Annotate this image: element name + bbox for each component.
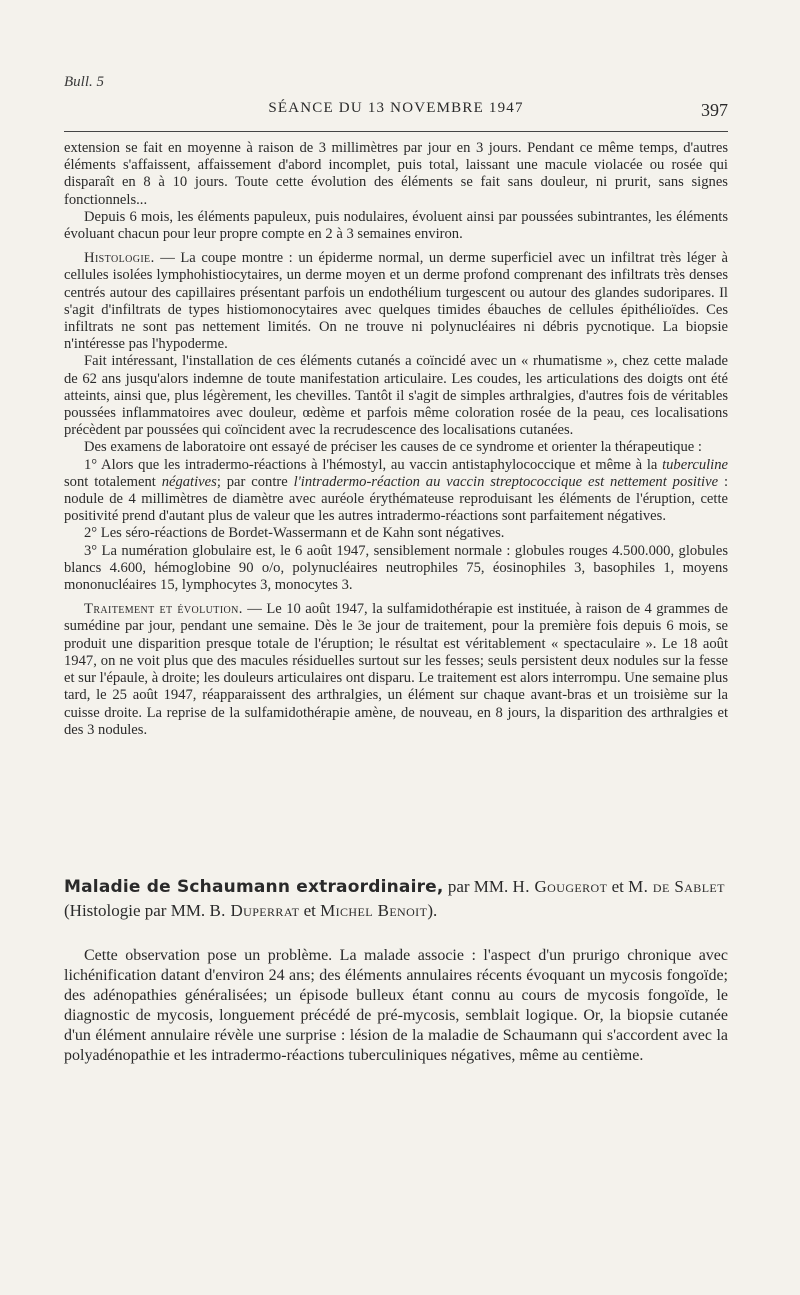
paragraph-text: sont totalement — [64, 473, 162, 490]
article-body — [64, 140, 728, 739]
paragraph: Fait intéressant, l'installation de ces éléments cutanés a coïncidé avec un « rhumatisme », chez cette malade de 62 ans jusqu'alors indemne de toute manifestation articulaire. Les coudes, les articulations des doigts ont été atteints, ainsi que, plus légèrement, les chevilles. Tantôt il s'agit de simples arthralgies, d'autres fois de véritables poussées inflammatoires avec douleur, œdème et parfois même coloration rosée de la peau, ces localisations précèdent par poussées qui coïncident avec la recrudescence des localisations cutanées. — [64, 353, 728, 439]
paragraph: 2° Les séro-réactions de Bordet-Wassermann et de Kahn sont négatives. — [84, 525, 505, 542]
paragraph-treatment — [64, 601, 728, 739]
author-name: H. Gougerot — [512, 877, 608, 896]
heading-text: par MM. — [443, 877, 513, 896]
heading-text: et — [299, 901, 321, 920]
paragraph: 3° La numération globulaire est, le 6 août 1947, sensiblement normale : globules rouges 4.500.000, globules blancs 4.600, hémoglobine 90 o/o, polynucléaires neutrophiles 75, éosinophiles 3, basophiles 1, moyens mononucléaires 15, lymphocytes 3, monocytes 3. — [64, 542, 728, 594]
running-title: SÉANCE DU 13 NOVEMBRE 1947 — [268, 100, 524, 116]
author-name: Michel Benoit — [320, 901, 428, 920]
heading-text: et — [607, 877, 629, 896]
paragraph: extension se fait en moyenne à raison de 3 millimètres par jour en 3 jours. Pendant ce même temps, d'autres éléments s'affaissent, affaissement d'abord incomplet, puis total, laissant une macule violacée ou rosée qui disparaît en 8 à 10 jours. Toute cette évolution des éléments se fait sans douleur, ni prurit, sans signes fonctionnels... — [64, 140, 728, 208]
article-body-2 — [64, 946, 728, 1066]
section-label: Histologie. — [84, 250, 155, 267]
article-title: Maladie de Schaumann extraordinaire, — [64, 877, 444, 897]
italic-text: l'intradermo-réaction au vaccin streptococcique est nettement positive — [293, 473, 719, 490]
paragraph-text: ; par contre — [216, 473, 294, 490]
paragraph-histology — [64, 250, 728, 353]
italic-text: tuberculine — [662, 456, 728, 473]
paragraph-text: — Le 10 août 1947, la sulfamidothérapie est instituée, à raison de 4 grammes de sumédine par jour, pendant une semaine. Dès le 3e jour de traitement, pour la première fois depuis 6 mois, se produit une disparition presque totale de l'éruption; le résultat est véritablement « spectaculaire ». Le 18 août 1947, on ne voit plus que des macules résiduelles surtout sur les fesses; seuls persistent deux nodules sur la fesse et sur l'épaule, à droite; les douleurs articulaires ont disparu. Le traitement est alors interrompu. Une semaine plus tard, le 25 août 1947, réapparaissent des arthralgies, un élément sur chaque avant-bras et un troisième sur la cuisse droite. La reprise de la sulfamidothérapie amène, de nouveau, en 8 jours, la disparition des arthralgies et des 3 nodules. — [64, 601, 729, 738]
paragraph-text: 1° Alors que les intradermo-réactions à l'hémostyl, au vaccin antistaphylococcique et même à la — [84, 456, 663, 473]
author-name: M. de Sablet — [628, 877, 725, 896]
author-name: B. Duperrat — [209, 901, 300, 920]
section-label: Traitement et évolution. — [84, 601, 243, 618]
heading-text: (Histologie par MM. — [64, 901, 210, 920]
paragraph: Des examens de laboratoire ont essayé de préciser les causes de ce syndrome et orienter la thérapeutique : — [84, 439, 702, 456]
paragraph-text: : nodule de 4 millimètres de diamètre avec auréole érythémateuse reproduisant les éléments de l'éruption, cette positivité prend d'autant plus de valeur que les autres intradermo-réactions sont parfaitement négatives. — [64, 473, 728, 525]
paragraph-results — [64, 457, 728, 526]
bulletin-number: Bull. 5 — [64, 74, 104, 90]
paragraph: Depuis 6 mois, les éléments papuleux, puis nodulaires, évoluent ainsi par poussées subintrantes, les éléments évoluant chacun pour leur propre compte en 2 à 3 semaines environ. — [64, 208, 728, 243]
page-number: 397 — [701, 100, 728, 120]
italic-text: négatives — [161, 473, 217, 490]
header-rule — [64, 131, 728, 132]
heading-text: ). — [427, 901, 438, 920]
article-heading — [64, 875, 728, 923]
running-head — [64, 100, 728, 122]
paragraph: Cette observation pose un problème. La malade associe : l'aspect d'un prurigo chronique avec lichénification datant d'environ 24 ans; des éléments annulaires récents évoquant un mycosis fongoïde; des adénopathies généralisées; un épisode bulleux étant connu au cours de mycosis fongoïde, le diagnostic de mycosis, longuement précédé de pré-mycosis, semblait logique. Or, la biopsie cutanée d'un élément annulaire révèle une surprise : lésion de la maladie de Schaumann qui s'accordent avec la polyadénopathie et les intradermo-réactions tuberculiniques négatives, même au centième. — [64, 947, 728, 1064]
paragraph-text: — La coupe montre : un épiderme normal, un derme superficiel avec un infiltrat très léger à cellules isolées lymphohistiocytaires, un derme moyen et un derme profond comprenant des infiltrats très denses centrés autour des capillaires présentant parfois un endothélium turgescent ou autour des glandes sudoripares. Il s'agit d'infiltrats de types histiomonocytaires avec quelques timides ébauches de cellules épithélioïdes. Ces infiltrats ne sont pas nettement limités. On ne trouve ni polynucléaires ni débris pycnotique. La biopsie n'intéresse pas l'hypoderme. — [64, 250, 728, 353]
